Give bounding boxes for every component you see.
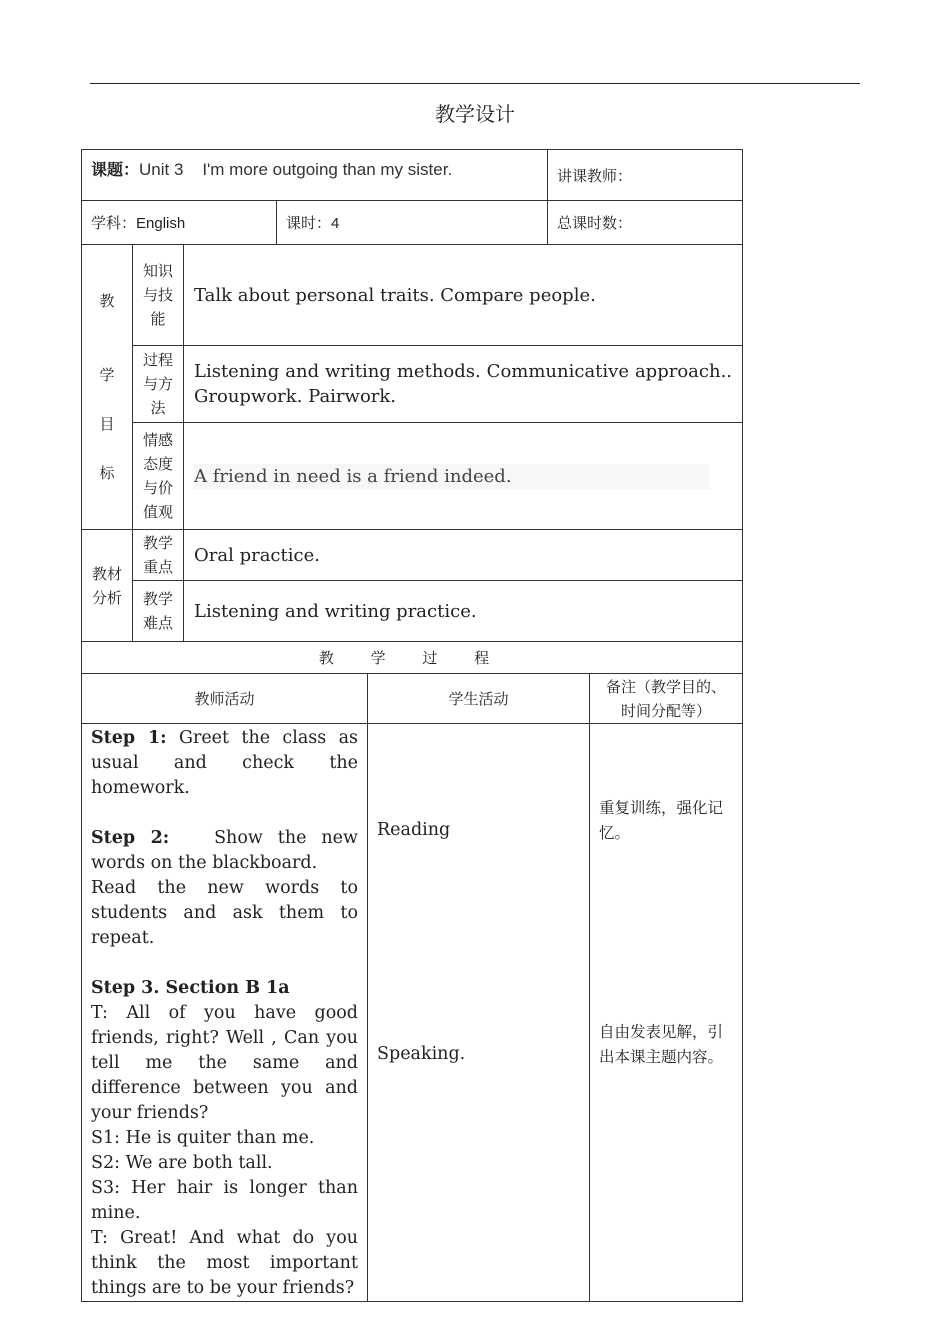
notes-header-line: 时间分配等） <box>621 701 712 720</box>
analysis-text-difficult: Listening and writing practice. <box>184 581 743 642</box>
subject-label: 学科： <box>91 214 137 232</box>
period-label: 课时： <box>286 214 332 232</box>
student-reading: Reading <box>377 820 451 840</box>
objective-text-process: Listening and writing methods. Communicative approach.. Groupwork. Pairwork. <box>184 346 743 423</box>
period-value: 4 <box>331 215 340 232</box>
analysis-label <box>82 530 133 642</box>
step-3-line: S2: We are both tall. <box>91 1153 273 1173</box>
step-2 <box>91 826 364 876</box>
label-line: 教学 <box>142 534 173 552</box>
student-activity-cell <box>368 724 590 1302</box>
notes-cell <box>590 724 743 1302</box>
step-3-line: S3: Her hair is longer than mine. <box>91 1178 358 1223</box>
process-body-row <box>82 724 743 1302</box>
label-line: 值观 <box>142 503 173 521</box>
step-2-label: Step 2: <box>91 828 170 848</box>
label-line: 分析 <box>91 588 122 607</box>
step-2-line-2 <box>25 876 358 951</box>
label-line: 与价 <box>142 479 173 497</box>
analysis-label-key <box>133 530 184 581</box>
process-title-text: 教 学 过 程 <box>318 649 506 667</box>
label-line: 难点 <box>142 614 173 632</box>
notes-header-line: 备注（教学目的、 <box>606 677 727 696</box>
analysis-row-1 <box>82 530 743 581</box>
step-1-text: Greet the class as usual and check the homework. <box>91 728 358 798</box>
objectives-char: 教 <box>99 292 115 310</box>
objectives-char: 学 <box>99 366 115 384</box>
objective-row-3 <box>82 423 743 530</box>
label-line: 情感 <box>142 431 173 449</box>
process-title-row <box>82 642 743 674</box>
objectives-char: 标 <box>99 464 115 482</box>
label-line: 与方 <box>142 375 173 393</box>
label-line: 教学 <box>142 590 173 608</box>
objective-text-attitude <box>184 423 743 530</box>
topic-label: 课题： <box>91 160 140 179</box>
col-student-header: 学生活动 <box>368 674 590 724</box>
label-line: 法 <box>150 399 166 417</box>
total-cell <box>548 201 743 245</box>
teacher-activity-cell <box>82 724 368 1302</box>
analysis-text-key: Oral practice. <box>184 530 743 581</box>
teacher-cell <box>548 150 743 201</box>
step-1 <box>91 726 358 801</box>
step-2-line-2-text: Read the new words to students and ask them to repeat. <box>91 878 358 948</box>
lesson-plan-table <box>81 149 743 1302</box>
label-line: 与技 <box>142 286 173 304</box>
label-line: 过程 <box>142 351 173 369</box>
teacher-label: 讲课教师： <box>557 166 633 185</box>
label-line: 能 <box>150 310 166 328</box>
process-header-row <box>82 674 743 724</box>
total-label: 总课时数： <box>557 214 633 232</box>
subject-row <box>82 201 743 245</box>
objective-row-1 <box>82 245 743 346</box>
objectives-label <box>82 245 133 530</box>
label-line: 知识 <box>142 262 173 280</box>
header-rule <box>90 83 860 84</box>
col-teacher-header: 教师活动 <box>82 674 368 724</box>
process-title <box>82 642 743 674</box>
label-line: 态度 <box>142 455 173 473</box>
page-title: 教学设计 <box>435 102 515 126</box>
period-cell <box>277 201 548 245</box>
col-notes-header <box>590 674 743 724</box>
objective-text-knowledge: Talk about personal traits. Compare people. <box>184 245 743 346</box>
analysis-label-difficult <box>133 581 184 642</box>
step-3-title <box>91 976 358 1001</box>
objective-row-2 <box>82 346 743 423</box>
objective-label-process <box>133 346 184 423</box>
topic-text: Unit 3 I'm more outgoing than my sister. <box>139 160 453 179</box>
topic-row <box>82 150 743 201</box>
label-line: 教材 <box>91 564 122 583</box>
subject-value: English <box>136 215 186 232</box>
objective-label-knowledge <box>133 245 184 346</box>
step-3-line: T: Great! And what do you think the most important things are to be your friends? <box>91 1228 358 1298</box>
topic-cell <box>82 150 548 201</box>
student-speaking: Speaking. <box>377 1044 466 1064</box>
note-2: 自由发表见解，引出本课主题内容。 <box>599 1023 724 1066</box>
step-3-line: T: All of you have good friends, right? Well , Can you tell me the same and difference between you and your friends? <box>91 1003 358 1123</box>
attitude-text: A friend in need is a friend indeed. <box>194 464 710 489</box>
note-1: 重复训练，强化记忆。 <box>599 799 724 842</box>
step-1-label: Step 1: <box>91 728 167 748</box>
step-3-label: Step 3. Section B 1a <box>91 978 290 998</box>
analysis-row-2 <box>82 581 743 642</box>
subject-cell <box>82 201 277 245</box>
step-3-line: S1: He is quiter than me. <box>91 1128 315 1148</box>
objective-label-attitude <box>133 423 184 530</box>
step-2-text: Show the new words on the blackboard. <box>91 828 364 873</box>
label-line: 重点 <box>142 558 173 576</box>
objectives-char: 目 <box>99 415 115 433</box>
